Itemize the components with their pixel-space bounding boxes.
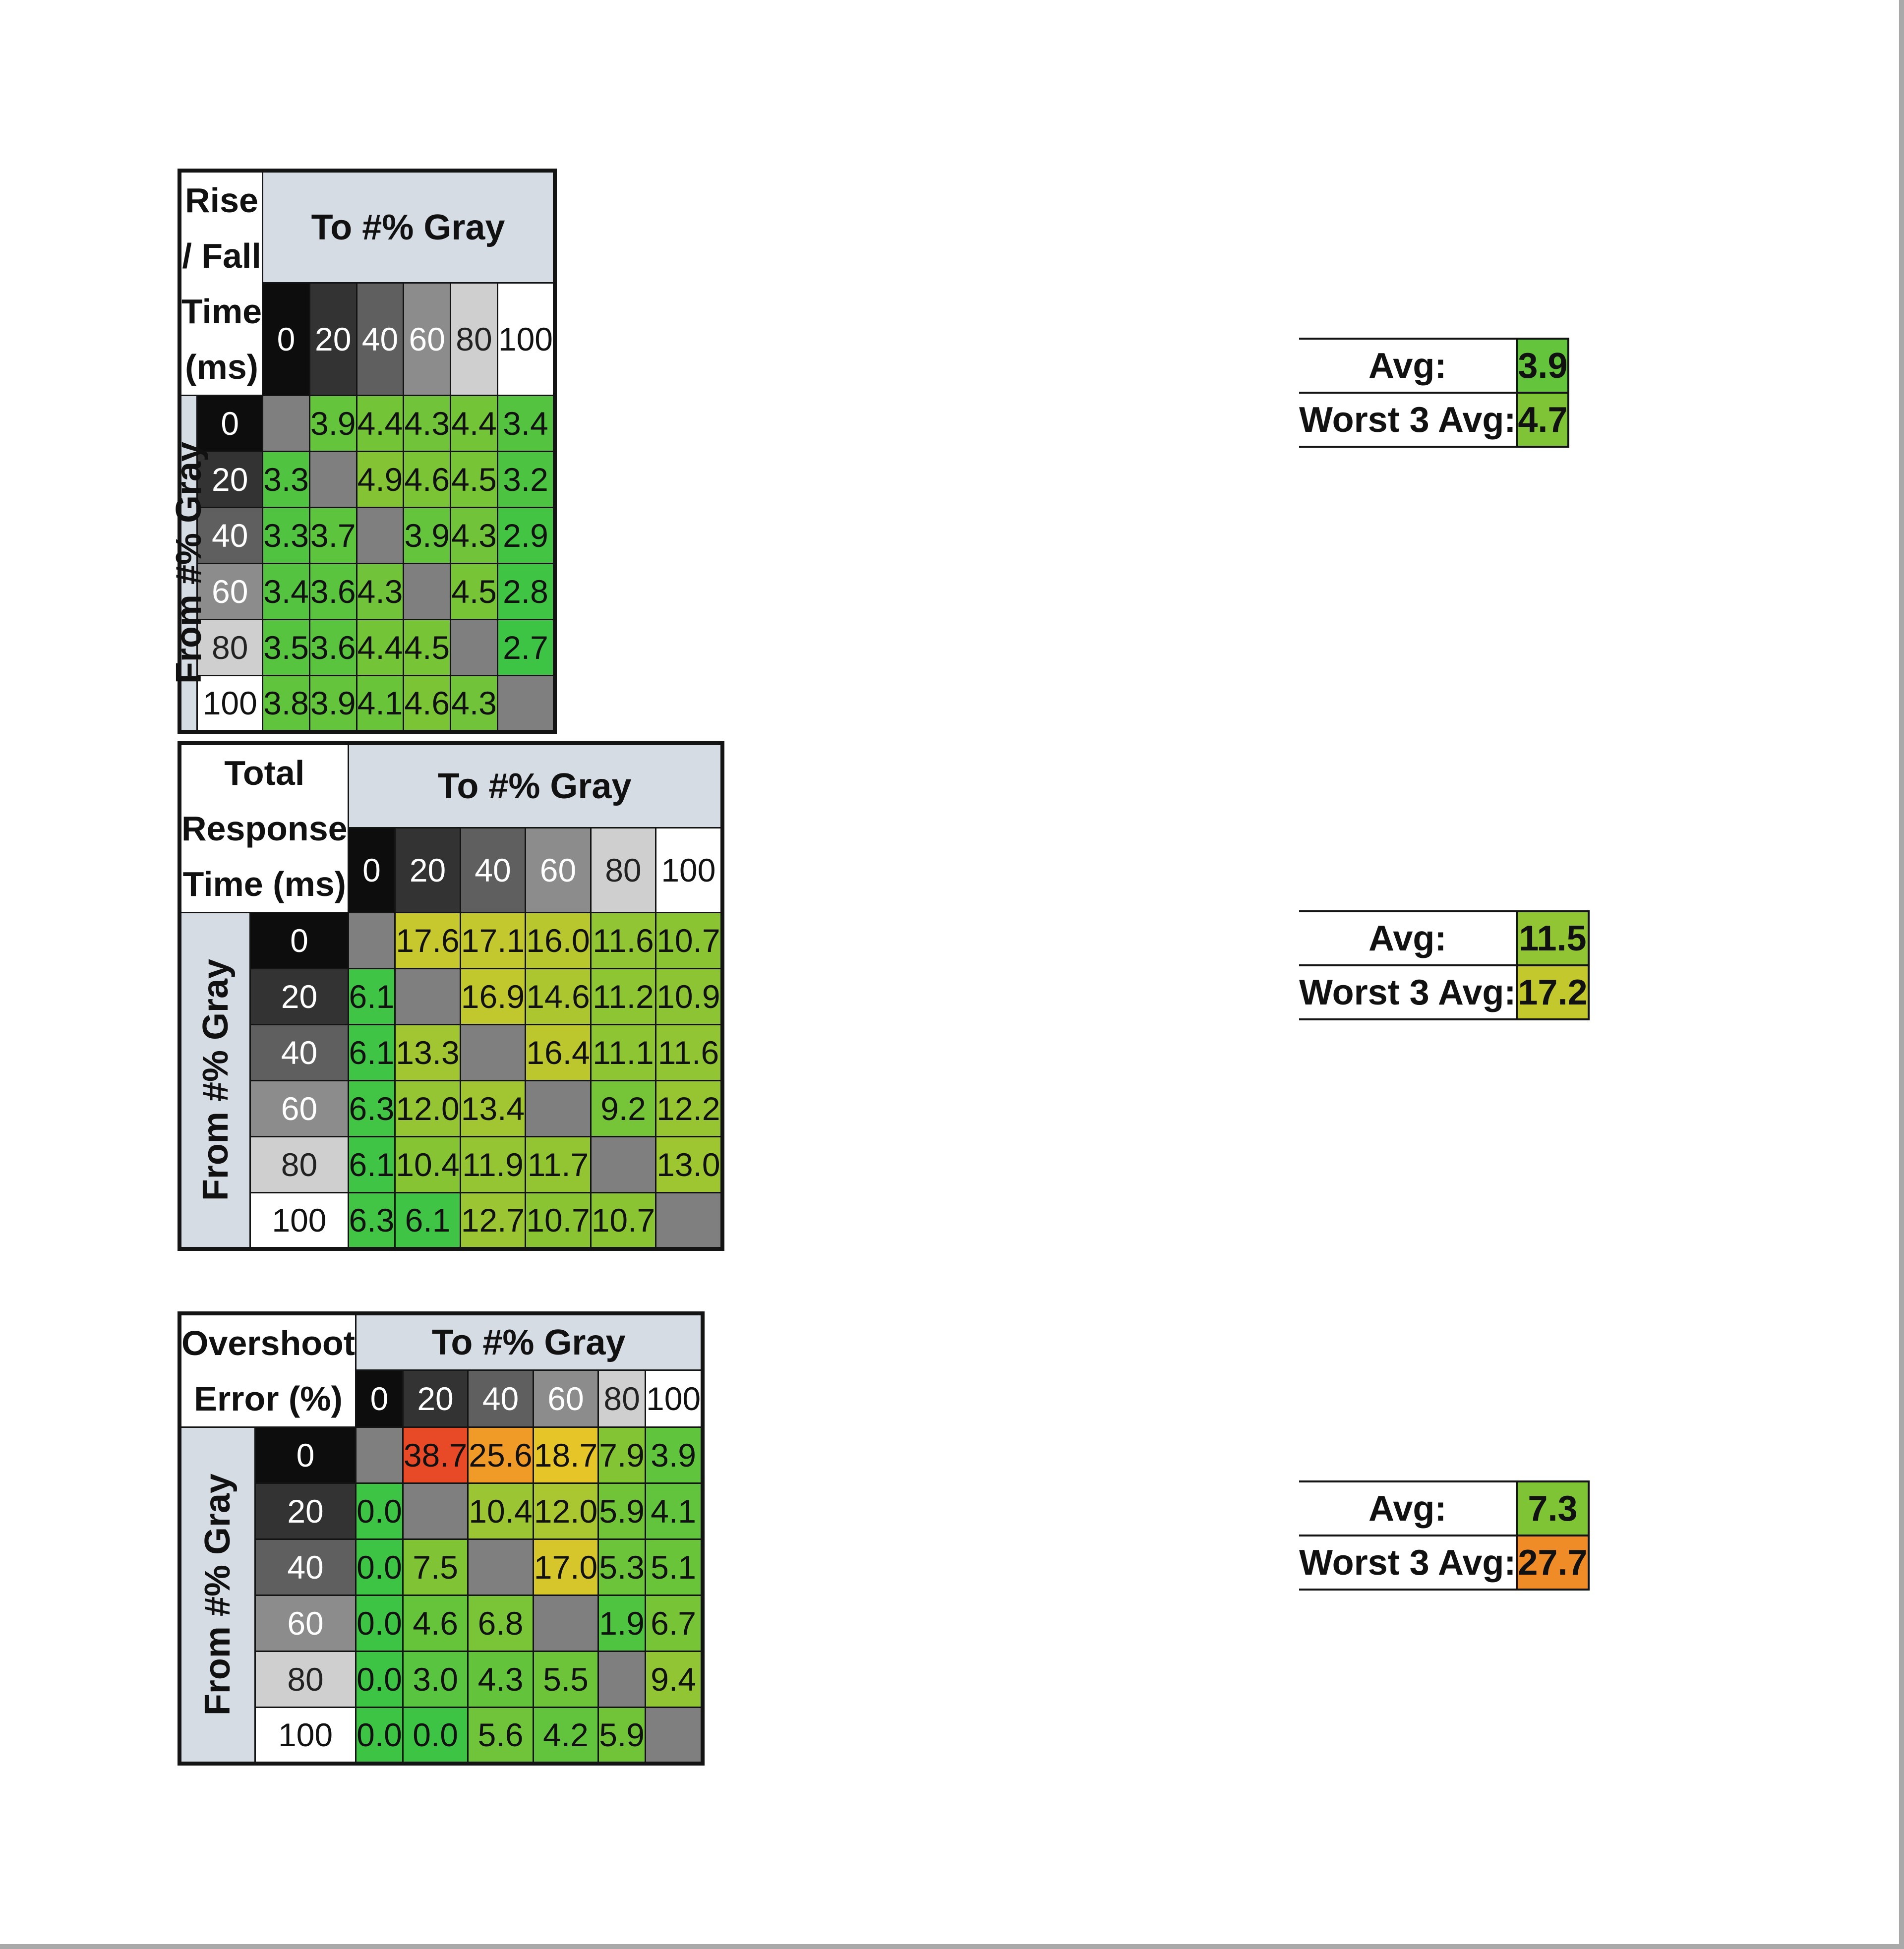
column-level-100: 100 — [645, 1370, 703, 1427]
diagonal-cell — [591, 1137, 655, 1193]
table-row — [179, 1193, 722, 1249]
value-cell: 4.1 — [357, 676, 404, 732]
value-cell: 4.2 — [533, 1708, 598, 1764]
value-cell: 12.2 — [656, 1081, 722, 1137]
column-level-20: 20 — [403, 1370, 468, 1427]
table-row — [179, 1427, 703, 1483]
value-cell: 12.0 — [395, 1081, 460, 1137]
value-cell: 3.8 — [263, 676, 310, 732]
row-axis-title-text: From #% Gray — [195, 959, 236, 1201]
diagonal-cell — [468, 1539, 533, 1595]
value-cell: 11.9 — [460, 1137, 525, 1193]
value-cell: 3.9 — [645, 1427, 703, 1483]
diagonal-cell — [263, 396, 310, 452]
value-cell: 4.3 — [404, 396, 451, 452]
table-row — [179, 1137, 722, 1193]
table-title-line-1: Rise / Fall — [182, 181, 261, 275]
value-cell: 6.1 — [395, 1193, 460, 1249]
column-level-40: 40 — [460, 828, 525, 913]
value-cell: 6.7 — [645, 1595, 703, 1652]
worst-3-average-label: Worst 3 Avg: — [1299, 1536, 1517, 1590]
value-cell: 2.9 — [497, 508, 555, 564]
average-label: Avg: — [1299, 911, 1517, 965]
value-cell: 25.6 — [468, 1427, 533, 1483]
diagonal-cell — [404, 564, 451, 620]
value-cell: 6.8 — [468, 1595, 533, 1652]
value-cell: 0.0 — [356, 1539, 403, 1595]
value-cell: 0.0 — [356, 1595, 403, 1652]
value-cell: 7.9 — [598, 1427, 646, 1483]
response-matrix — [178, 741, 724, 1251]
value-cell: 16.4 — [526, 1025, 591, 1081]
column-axis-title: To #% Gray — [356, 1313, 703, 1370]
column-axis-title: To #% Gray — [348, 743, 722, 828]
value-cell: 4.3 — [357, 564, 404, 620]
value-cell: 11.7 — [526, 1137, 591, 1193]
row-axis-title — [179, 1427, 255, 1764]
column-level-0: 0 — [263, 283, 310, 396]
diagonal-cell — [497, 676, 555, 732]
row-level-20: 20 — [250, 969, 348, 1025]
value-cell: 12.0 — [533, 1483, 598, 1539]
value-cell: 13.4 — [460, 1081, 525, 1137]
value-cell: 4.3 — [451, 508, 498, 564]
value-cell: 1.9 — [598, 1595, 646, 1652]
row-axis-title — [179, 913, 250, 1249]
table-row — [179, 1539, 703, 1595]
table-row — [179, 913, 722, 969]
row-level-0: 0 — [197, 396, 263, 452]
column-level-60: 60 — [404, 283, 451, 396]
column-axis-title: To #% Gray — [263, 171, 555, 283]
value-cell: 14.6 — [526, 969, 591, 1025]
value-cell: 3.5 — [263, 620, 310, 676]
average-label: Avg: — [1299, 339, 1517, 393]
row-level-40: 40 — [255, 1539, 356, 1595]
value-cell: 6.1 — [348, 969, 395, 1025]
value-cell: 18.7 — [533, 1427, 598, 1483]
diagonal-cell — [460, 1025, 525, 1081]
table-row — [179, 1708, 703, 1764]
value-cell: 5.1 — [645, 1539, 703, 1595]
diagonal-cell — [348, 913, 395, 969]
column-level-40: 40 — [468, 1370, 533, 1427]
value-cell: 4.5 — [404, 620, 451, 676]
value-cell: 16.9 — [460, 969, 525, 1025]
value-cell: 16.0 — [526, 913, 591, 969]
value-cell: 13.3 — [395, 1025, 460, 1081]
value-cell: 6.3 — [348, 1193, 395, 1249]
value-cell: 3.2 — [497, 452, 555, 508]
table-title — [179, 743, 348, 913]
value-cell: 6.1 — [348, 1137, 395, 1193]
table-title-line-2: Time (ms) — [182, 865, 346, 903]
value-cell: 0.0 — [403, 1708, 468, 1764]
value-cell: 17.6 — [395, 913, 460, 969]
response-matrix — [178, 1311, 705, 1766]
value-cell: 9.4 — [645, 1652, 703, 1708]
value-cell: 2.8 — [497, 564, 555, 620]
row-level-100: 100 — [197, 676, 263, 732]
value-cell: 12.7 — [460, 1193, 525, 1249]
column-level-80: 80 — [591, 828, 655, 913]
row-level-40: 40 — [197, 508, 263, 564]
value-cell: 4.5 — [451, 564, 498, 620]
value-cell: 4.6 — [404, 452, 451, 508]
value-cell: 17.1 — [460, 913, 525, 969]
row-level-80: 80 — [197, 620, 263, 676]
value-cell: 4.5 — [451, 452, 498, 508]
column-level-20: 20 — [309, 283, 357, 396]
value-cell: 3.9 — [309, 396, 357, 452]
value-cell: 0.0 — [356, 1483, 403, 1539]
table-row — [179, 1483, 703, 1539]
worst-3-average-label: Worst 3 Avg: — [1299, 393, 1517, 447]
table-row — [179, 452, 555, 508]
row-level-20: 20 — [197, 452, 263, 508]
table-row — [179, 396, 555, 452]
value-cell: 4.4 — [451, 396, 498, 452]
table-row — [179, 1081, 722, 1137]
diagonal-cell — [357, 508, 404, 564]
column-level-80: 80 — [451, 283, 498, 396]
value-cell: 9.2 — [591, 1081, 655, 1137]
value-cell: 5.9 — [598, 1708, 646, 1764]
column-level-100: 100 — [656, 828, 722, 913]
value-cell: 6.1 — [348, 1025, 395, 1081]
value-cell: 3.3 — [263, 508, 310, 564]
row-axis-title — [169, 396, 209, 732]
diagonal-cell — [533, 1595, 598, 1652]
value-cell: 3.9 — [309, 676, 357, 732]
worst-3-average-label: Worst 3 Avg: — [1299, 965, 1517, 1019]
value-cell: 4.6 — [404, 676, 451, 732]
table-row — [179, 620, 555, 676]
table-title-line-2: Error (%) — [194, 1379, 343, 1418]
value-cell: 7.5 — [403, 1539, 468, 1595]
value-cell: 4.9 — [357, 452, 404, 508]
column-level-0: 0 — [356, 1370, 403, 1427]
table-title-line-1: Total Response — [181, 754, 348, 848]
column-level-0: 0 — [348, 828, 395, 913]
column-level-100: 100 — [497, 283, 555, 396]
value-cell: 5.3 — [598, 1539, 646, 1595]
value-cell: 11.1 — [591, 1025, 655, 1081]
table-row — [179, 676, 555, 732]
value-cell: 0.0 — [356, 1652, 403, 1708]
average-value: 11.5 — [1517, 911, 1588, 965]
row-level-40: 40 — [250, 1025, 348, 1081]
value-cell: 11.6 — [591, 913, 655, 969]
value-cell: 4.1 — [645, 1483, 703, 1539]
value-cell: 10.9 — [656, 969, 722, 1025]
table-row — [179, 969, 722, 1025]
diagonal-cell — [656, 1193, 722, 1249]
table-title — [179, 1313, 356, 1427]
value-cell: 10.7 — [526, 1193, 591, 1249]
row-level-60: 60 — [255, 1595, 356, 1652]
diagonal-cell — [645, 1708, 703, 1764]
value-cell: 4.3 — [451, 676, 498, 732]
value-cell: 13.0 — [656, 1137, 722, 1193]
value-cell: 10.7 — [656, 913, 722, 969]
table-title-line-1: Overshoot — [181, 1324, 356, 1362]
diagonal-cell — [598, 1652, 646, 1708]
value-cell: 3.9 — [404, 508, 451, 564]
worst-3-average-value: 27.7 — [1517, 1536, 1588, 1590]
average-label: Avg: — [1299, 1481, 1517, 1536]
column-level-60: 60 — [526, 828, 591, 913]
value-cell: 5.5 — [533, 1652, 598, 1708]
diagonal-cell — [403, 1483, 468, 1539]
value-cell: 4.3 — [468, 1652, 533, 1708]
column-level-60: 60 — [533, 1370, 598, 1427]
row-axis-title-text: From #% Gray — [198, 1474, 238, 1716]
diagonal-cell — [356, 1427, 403, 1483]
row-level-20: 20 — [255, 1483, 356, 1539]
value-cell: 3.4 — [497, 396, 555, 452]
value-cell: 3.0 — [403, 1652, 468, 1708]
row-level-0: 0 — [255, 1427, 356, 1483]
row-level-60: 60 — [197, 564, 263, 620]
column-level-80: 80 — [598, 1370, 646, 1427]
average-value: 7.3 — [1517, 1481, 1588, 1536]
value-cell: 3.7 — [309, 508, 357, 564]
value-cell: 0.0 — [356, 1708, 403, 1764]
table-row — [179, 508, 555, 564]
column-level-20: 20 — [395, 828, 460, 913]
value-cell: 3.4 — [263, 564, 310, 620]
value-cell: 3.6 — [309, 564, 357, 620]
value-cell: 38.7 — [403, 1427, 468, 1483]
worst-3-average-value: 17.2 — [1517, 965, 1588, 1019]
value-cell: 3.6 — [309, 620, 357, 676]
value-cell: 5.9 — [598, 1483, 646, 1539]
average-summary — [1299, 910, 1590, 1020]
row-axis-title-text: From #% Gray — [169, 442, 209, 684]
table-title-line-2: Time (ms) — [181, 292, 262, 386]
row-level-80: 80 — [250, 1137, 348, 1193]
table-title — [179, 171, 263, 396]
table-row — [179, 1595, 703, 1652]
value-cell: 10.4 — [468, 1483, 533, 1539]
value-cell: 10.4 — [395, 1137, 460, 1193]
diagonal-cell — [526, 1081, 591, 1137]
diagonal-cell — [309, 452, 357, 508]
value-cell: 4.4 — [357, 396, 404, 452]
diagonal-cell — [451, 620, 498, 676]
diagonal-cell — [395, 969, 460, 1025]
worst-3-average-value: 4.7 — [1517, 393, 1568, 447]
table-row — [179, 1652, 703, 1708]
response-matrix — [169, 169, 557, 734]
row-level-60: 60 — [250, 1081, 348, 1137]
row-level-0: 0 — [250, 913, 348, 969]
value-cell: 5.6 — [468, 1708, 533, 1764]
value-cell: 6.3 — [348, 1081, 395, 1137]
average-summary — [1299, 1480, 1590, 1591]
table-row — [179, 564, 555, 620]
value-cell: 3.3 — [263, 452, 310, 508]
value-cell: 4.6 — [403, 1595, 468, 1652]
row-level-80: 80 — [255, 1652, 356, 1708]
value-cell: 4.4 — [357, 620, 404, 676]
row-level-100: 100 — [250, 1193, 348, 1249]
average-value: 3.9 — [1517, 339, 1568, 393]
table-row — [179, 1025, 722, 1081]
average-summary — [1299, 338, 1569, 448]
value-cell: 17.0 — [533, 1539, 598, 1595]
row-level-100: 100 — [255, 1708, 356, 1764]
value-cell: 10.7 — [591, 1193, 655, 1249]
value-cell: 2.7 — [497, 620, 555, 676]
value-cell: 11.6 — [656, 1025, 722, 1081]
value-cell: 11.2 — [591, 969, 655, 1025]
column-level-40: 40 — [357, 283, 404, 396]
